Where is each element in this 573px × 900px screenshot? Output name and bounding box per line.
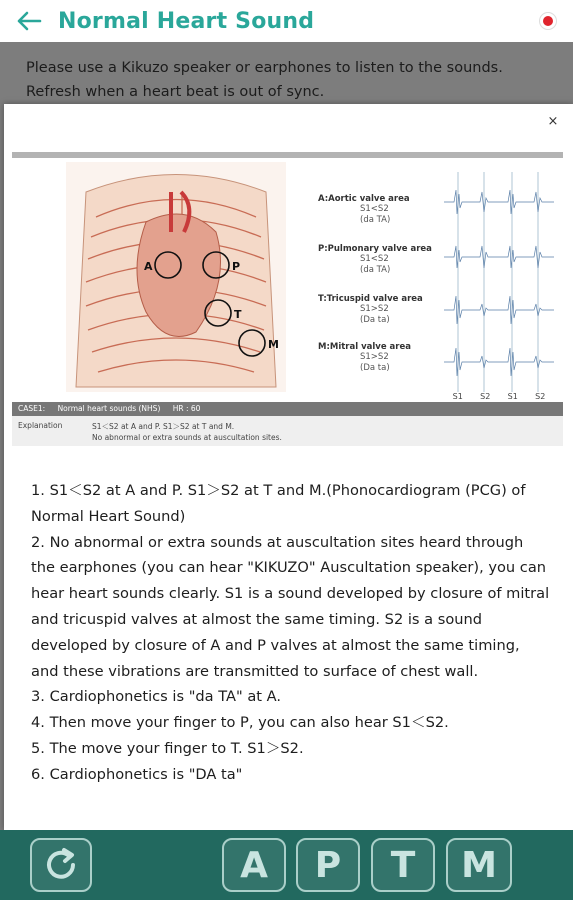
- s-label: S2: [480, 392, 491, 401]
- record-dot-icon: [543, 16, 553, 26]
- area-relation: S1>S2: [360, 304, 389, 314]
- record-indicator[interactable]: [539, 12, 557, 30]
- area-phonetics: (Da ta): [360, 315, 390, 325]
- area-name: T:Tricuspid valve area: [318, 294, 423, 304]
- phonocardiogram: [444, 172, 554, 392]
- s-label: S1: [507, 392, 518, 401]
- case-id: CASE1:: [18, 404, 46, 413]
- point-label-t: T: [234, 308, 242, 321]
- area-relation: S1>S2: [360, 352, 389, 362]
- point-m-button[interactable]: M: [446, 838, 512, 892]
- area-tricuspid: [318, 294, 423, 326]
- area-mitral: [318, 342, 411, 374]
- explanation-key: Explanation: [18, 421, 63, 430]
- case-hr: HR : 60: [172, 404, 201, 413]
- info-dialog: [4, 104, 573, 830]
- chest-illustration: [66, 162, 286, 392]
- close-button[interactable]: ×: [547, 114, 559, 129]
- figure-top-rule: [12, 152, 563, 158]
- bottom-bar: [0, 830, 573, 900]
- area-phonetics: (da TA): [360, 215, 391, 225]
- app-bar: [0, 0, 573, 42]
- area-phonetics: (Da ta): [360, 363, 390, 373]
- paragraph: 4. Then move your finger to P, you can also hear S1＜S2.: [31, 714, 449, 732]
- page-title: Normal Heart Sound: [58, 8, 315, 34]
- arrow-left-icon: [16, 11, 42, 31]
- paragraph: 3. Cardiophonetics is "da TA" at A.: [31, 688, 282, 706]
- paragraph: 5. The move your finger to T. S1＞S2.: [31, 739, 304, 757]
- notice-text: [0, 42, 573, 104]
- point-label-m: M: [268, 338, 279, 351]
- area-phonetics: (da TA): [360, 265, 391, 275]
- s-label: S1: [452, 392, 463, 401]
- refresh-button[interactable]: [30, 838, 92, 892]
- area-pulmonary: [318, 244, 432, 276]
- area-relation: S1<S2: [360, 204, 389, 214]
- paragraph: 2. No abnormal or extra sounds at auscultation sites heard through the earphones (you can hear "KIKUZO" Auscultation speaker), you can hear heart sounds clearly. S1 is a sound developed by closure of mitral and tricuspid valves at almost the same timing. S2 is a sound developed by closure of A and P valves at almost the same timing, and these vibrations are transmitted to surface of chest wall.: [31, 533, 550, 680]
- explanation-box: [12, 416, 563, 446]
- case-bar: [12, 402, 563, 416]
- area-aortic: [318, 194, 410, 226]
- area-relation: S1<S2: [360, 254, 389, 264]
- area-name: M:Mitral valve area: [318, 342, 411, 352]
- paragraph: 1. S1＜S2 at A and P. S1＞S2 at T and M.(Phonocardiogram (PCG) of Normal Heart Sound): [31, 482, 526, 525]
- area-name: A:Aortic valve area: [318, 194, 410, 204]
- back-button[interactable]: [0, 0, 58, 42]
- explanation-line-2: No abnormal or extra sounds at auscultation sites.: [92, 433, 282, 442]
- case-name: Normal heart sounds (NHS): [57, 404, 161, 413]
- paragraph: 6. Cardiophonetics is "DA ta": [31, 765, 243, 783]
- point-p-button[interactable]: P: [296, 838, 360, 892]
- notice-line-1: Please use a Kikuzo speaker or earphones to listen to the sounds.: [26, 60, 503, 76]
- explanation-line-1: S1＜S2 at A and P. S1＞S2 at T and M.: [92, 422, 235, 431]
- sound-labels: [444, 392, 554, 401]
- area-name: P:Pulmonary valve area: [318, 244, 432, 254]
- point-label-p: P: [232, 260, 241, 273]
- s-label: S2: [535, 392, 546, 401]
- notice-line-2: Refresh when a heart beat is out of sync.: [26, 84, 325, 100]
- description-text: [31, 478, 551, 788]
- point-label-a: A: [144, 260, 153, 273]
- point-a-button[interactable]: A: [222, 838, 286, 892]
- heart-sound-figure: [12, 152, 563, 452]
- point-t-button[interactable]: T: [371, 838, 435, 892]
- refresh-icon: [42, 846, 80, 884]
